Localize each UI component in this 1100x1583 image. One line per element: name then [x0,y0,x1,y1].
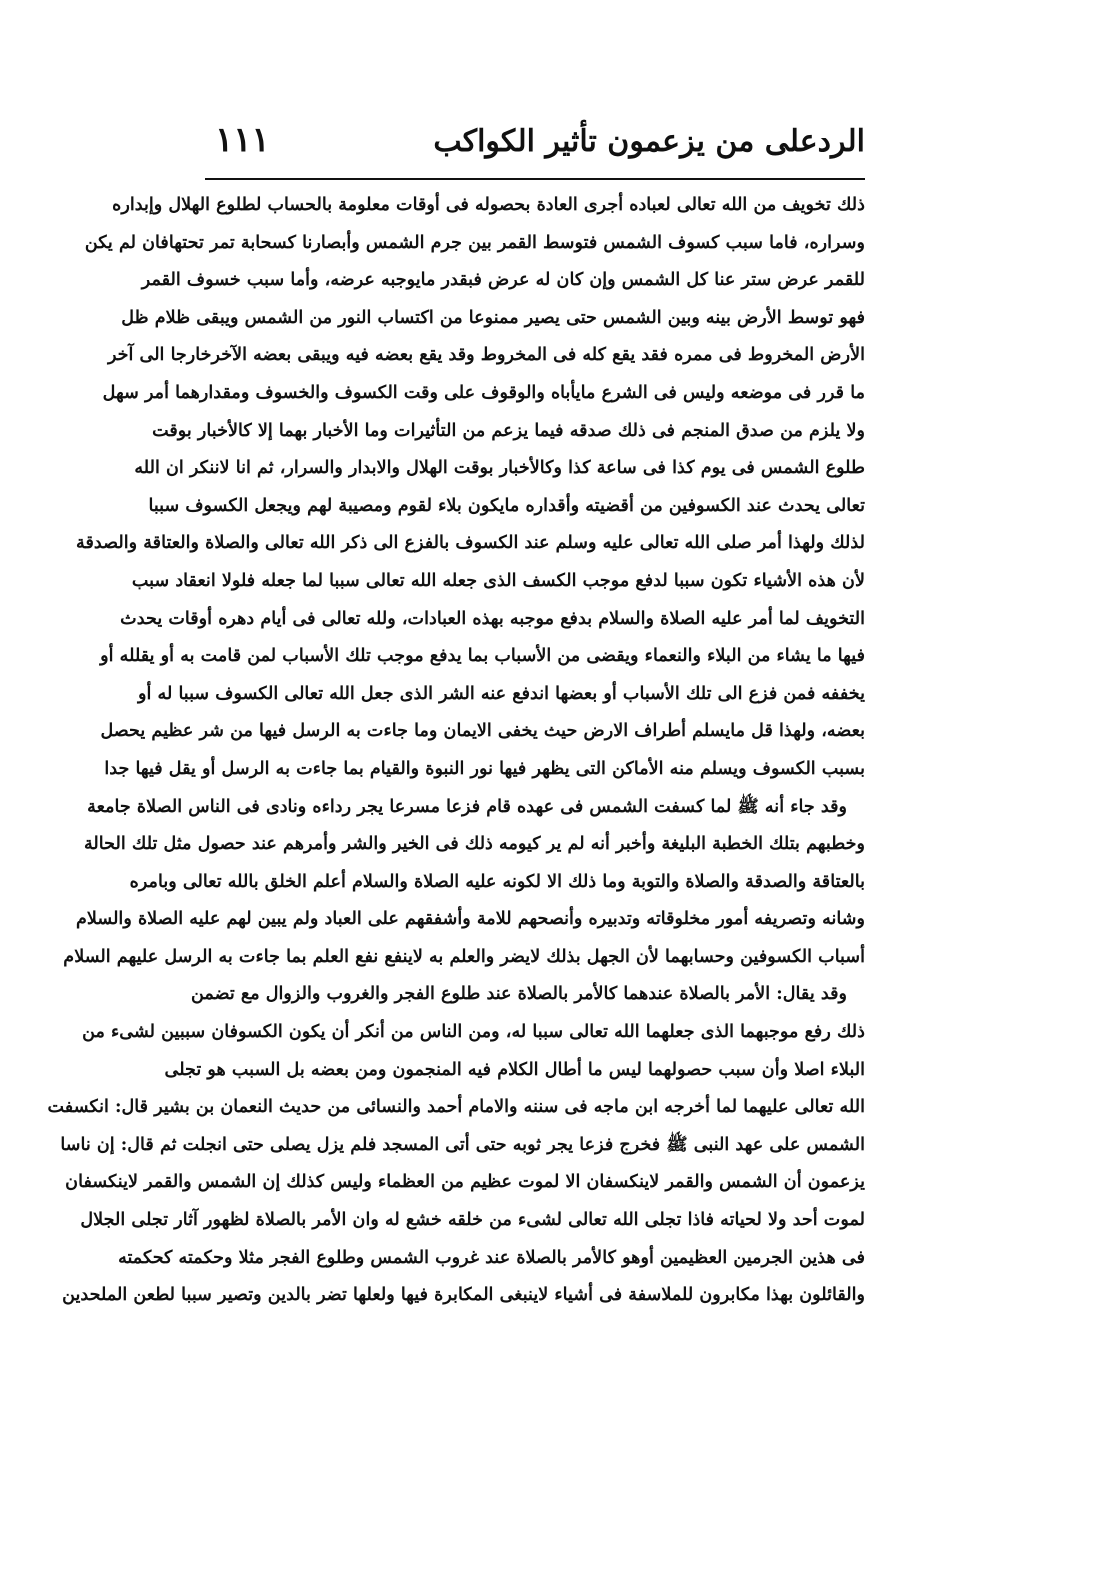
text-line: بعضه، ولهذا قل مايسلم أطراف الارض حيث يخفى الايمان وما جاءت به الرسل فيها من شر عظيم يحصل [100,720,865,742]
text-line: يزعمون أن الشمس والقمر لاينكسفان الا لموت عظيم من العظماء وليس كذلك إن الشمس والقمر لاينكسفان [65,1171,865,1193]
text-line: فيها ما يشاء من البلاء والنعماء ويقضى من الأسباب بما يدفع موجب تلك الأسباب لمن قامت به أو يقلله أو [100,645,865,667]
text-line: لموت أحد ولا لحياته فاذا تجلى الله تعالى لشىء من خلقه خشع له وان الأمر بالصلاة لظهور آثار تجلى الجلال [80,1209,865,1231]
text-line: فى هذين الجرمين العظيمين أوهو كالأمر بالصلاة عند غروب الشمس وطلوع الفجر مثلا وحكمته كحكمته [118,1246,865,1268]
text-line: وقد جاء أنه ﷺ لما كسفت الشمس فى عهده قام فزعا مسرعا يجر رداءه ونادى فى الناس الصلاة جامعة [87,795,847,817]
text-line: التخويف لما أمر عليه الصلاة والسلام بدفع موجبه بهذه العبادات، ولله تعالى فى أيام دهره أوقات يحدث [120,607,865,629]
text-line: وشانه وتصريفه أمور مخلوقاته وتدبيره وأنصحهم للامة وأشفقهم على العباد ولم يبين لهم عليه الصلاة والسلام [75,908,865,930]
text-line: وخطبهم بتلك الخطبة البليغة وأخبر أنه لم ير كيومه ذلك فى الخير والشر وأمرهم عند حصول مثل تلك الحالة [83,833,865,855]
text-line: والقائلون بهذا مكابرون للملاسفة فى أشياء لاينبغى المكابرة فيها ولعلها تضر بالدين وتصير سببا لطعن الملحدين [62,1284,865,1306]
text-line: لذلك ولهذا أمر صلى الله تعالى عليه وسلم عند الكسوف بالفزع الى ذكر الله تعالى والصلاة والعتاقة والصدقة [76,532,865,554]
body-text [47,186,865,1314]
text-line: ما قرر فى موضعه وليس فى الشرع مايأباه والوقوف على وقت الكسوف والخسوف ومقدارهما أمر سهل [102,381,865,403]
page-header [205,118,865,180]
header-divider [205,178,865,180]
text-line: وسراره، فاما سبب كسوف الشمس فتوسط القمر بين جرم الشمس وأبصارنا كسحابة تمر تحتهافان لم يكن [84,231,865,253]
text-line: الأرض المخروط فى ممره فقد يقع كله فى المخروط وقد يقع بعضه فيه ويبقى بعضه الآخرخارجا الى آخر [107,344,865,366]
text-line: ولا يلزم من صدق المنجم فى ذلك صدقه فيما يزعم من التأثيرات وما الأخبار بهما إلا كالأخبار بوقت [152,419,865,441]
text-line: البلاء اصلا وأن سبب حصولهما ليس ما أطال الكلام فيه المنجمون ومن بعضه بل السبب هو تجلى [164,1058,865,1080]
text-line: لأن هذه الأشياء تكون سببا لدفع موجب الكسف الذى جعله الله تعالى سببا لما جعله فلولا انعقاد سبب [131,569,865,591]
text-line: بالعتاقة والصدقة والصلاة والتوبة وما ذلك الا لكونه عليه الصلاة والسلام أعلم الخلق بالله تعالى وبامره [129,870,865,892]
text-line: فهو توسط الأرض بينه وبين الشمس حتى يصير ممنوعا من اكتساب النور من الشمس ويبقى ظلام ظل [121,306,865,328]
text-line: أسباب الكسوفين وحسابهما لأن الجهل بذلك لايضر والعلم به لاينفع نفع العلم بما جاءت به الرسل عليهم السلام [63,945,865,967]
text-line: ذلك تخويف من الله تعالى لعباده أجرى العادة بحصوله فى أوقات معلومة بالحساب لطلوع الهلال وإبداره [112,194,865,215]
text-line: وقد يقال: الأمر بالصلاة عندهما كالأمر بالصلاة عند طلوع الفجر والغروب والزوال مع تضمن [191,983,847,1005]
text-line: بسبب الكسوف ويسلم منه الأماكن التى يظهر فيها نور النبوة والقيام بما جاءت به الرسل أو يقل فيها جدا [104,757,865,779]
running-title: الردعلى من يزعمون تأثير الكواكب [433,124,865,159]
text-line: يخففه فمن فزع الى تلك الأسباب أو بعضها اندفع عنه الشر الذى جعل الله تعالى الكسوف سببا له أو [138,682,865,704]
text-line: الشمس على عهد النبى ﷺ فخرج فزعا يجر ثوبه حتى أتى المسجد فلم يزل يصلى حتى انجلت ثم قال: إن ناسا [60,1133,865,1155]
text-line: طلوع الشمس فى يوم كذا فى ساعة كذا وكالأخبار بوقت الهلال والابدار والسرار، ثم انا لاننكر ان الله [134,457,865,479]
text-line: تعالى يحدث عند الكسوفين من أقضيته وأقداره مايكون بلاء لقوم ومصيبة لهم ويجعل الكسوف سببا [148,494,865,516]
text-line: ذلك رفع موجبهما الذى جعلهما الله تعالى سببا له، ومن الناس من أنكر أن يكون الكسوفان سببين لشىء من [82,1021,865,1043]
text-line: الله تعالى عليهما لما أخرجه ابن ماجه فى سننه والامام أحمد والنسائى من حديث النعمان بن بشير قال: انكسفت [47,1096,865,1118]
text-line: للقمر عرض ستر عنا كل الشمس وإن كان له عرض فبقدر مايوجبه عرضه، وأما سبب خسوف القمر [141,269,865,291]
page-number: ١١١ [215,120,270,160]
